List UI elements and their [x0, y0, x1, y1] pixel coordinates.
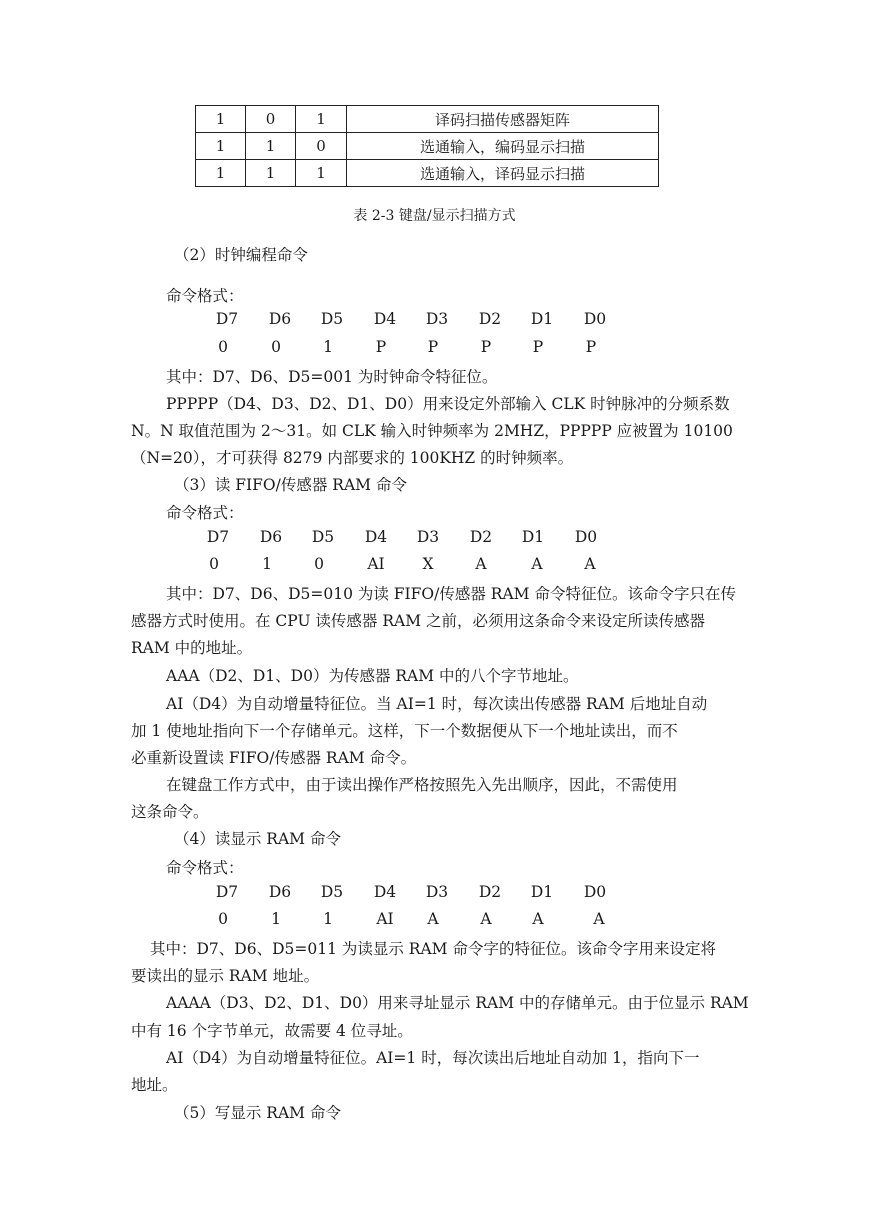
- paragraph-text: RAM 中的地址。: [131, 639, 253, 657]
- bit-value: P: [427, 338, 439, 356]
- bit-header-row: [0, 310, 869, 332]
- command-format-label: 命令格式：: [166, 859, 244, 877]
- bit-value: 0: [218, 910, 228, 928]
- table-cell: 选通输入，编码显示扫描: [347, 133, 659, 160]
- bit-value: 0: [271, 338, 281, 356]
- paragraph-text: 其中：D7、D6、D5=001 为时钟命令特征位。: [166, 368, 498, 386]
- paragraph-text: 必重新设置读 FIFO/传感器 RAM 命令。: [131, 749, 417, 767]
- bit-value-row: [0, 338, 869, 360]
- table-caption: 表 2-3 键盘/显示扫描方式: [353, 208, 516, 224]
- table-cell: 1: [246, 133, 296, 160]
- paragraph-text: 其中：D7、D6、D5=010 为读 FIFO/传感器 RAM 命令特征位。该命令字只在传: [166, 585, 736, 603]
- bit-label: D2: [478, 883, 502, 901]
- table-cell: 0: [246, 106, 296, 133]
- bit-value: A: [531, 555, 543, 573]
- bit-value: A: [593, 910, 605, 928]
- bit-value: A: [427, 910, 439, 928]
- paragraph-text: 要读出的显示 RAM 地址。: [131, 967, 320, 985]
- paragraph-text: 地址。: [131, 1076, 178, 1094]
- bit-label: D2: [478, 310, 502, 328]
- table-cell: 1: [196, 133, 246, 160]
- table-cell: 译码扫描传感器矩阵: [347, 106, 659, 133]
- bit-value: P: [585, 338, 597, 356]
- bit-value: A: [532, 910, 544, 928]
- bit-value: 1: [323, 338, 333, 356]
- table-row: [196, 133, 659, 160]
- bit-value: 1: [323, 910, 333, 928]
- bit-value: AI: [376, 910, 394, 928]
- bit-value: A: [475, 555, 487, 573]
- paragraph-text: AAAA（D3、D2、D1、D0）用来寻址显示 RAM 中的存储单元。由于位显示 RAM: [166, 994, 749, 1012]
- bit-label: D4: [373, 883, 397, 901]
- paragraph-text: AAA（D2、D1、D0）为传感器 RAM 中的八个字节地址。: [166, 667, 579, 685]
- bit-value: 0: [218, 338, 228, 356]
- bit-label: D1: [521, 528, 545, 546]
- table-cell: 1: [296, 160, 347, 187]
- table-cell: 1: [196, 160, 246, 187]
- bit-value: X: [422, 555, 434, 573]
- bit-label: D6: [268, 883, 292, 901]
- paragraph-text: （N=20），才可获得 8279 内部要求的 100KHZ 的时钟频率。: [131, 449, 574, 467]
- bit-value: 0: [209, 555, 219, 573]
- command-format-label: 命令格式：: [166, 287, 244, 305]
- bit-label: D2: [469, 528, 493, 546]
- bit-value: 1: [271, 910, 281, 928]
- bit-label: D6: [259, 528, 283, 546]
- bit-label: D1: [530, 883, 554, 901]
- bit-label: D3: [425, 883, 449, 901]
- bit-label: D0: [574, 528, 598, 546]
- bit-label: D4: [373, 310, 397, 328]
- bit-label: D0: [583, 883, 607, 901]
- table-row: [196, 160, 659, 187]
- paragraph-text: 加 1 使地址指向下一个存储单元。这样，下一个数据便从下一个地址读出，而不: [131, 722, 678, 740]
- bit-label: D0: [583, 310, 607, 328]
- paragraph-text: PPPPP（D4、D3、D2、D1、D0）用来设定外部输入 CLK 时钟脉冲的分频系数: [166, 395, 730, 413]
- bit-value: 0: [314, 555, 324, 573]
- command-format-label: 命令格式：: [166, 504, 244, 522]
- bit-label: D4: [364, 528, 388, 546]
- bit-label: D7: [215, 310, 239, 328]
- bit-label: D3: [416, 528, 440, 546]
- scan-mode-table: [195, 105, 659, 187]
- paragraph-text: 在键盘工作方式中，由于读出操作严格按照先入先出顺序，因此，不需使用: [166, 776, 678, 794]
- table-cell: 1: [246, 160, 296, 187]
- paragraph-text: 感器方式时使用。在 CPU 读传感器 RAM 之前，必须用这条命令来设定所读传感器: [131, 612, 706, 630]
- bit-value-row: [0, 910, 869, 932]
- table-cell: 选通输入，译码显示扫描: [347, 160, 659, 187]
- paragraph-text: N。N 取值范围为 2～31。如 CLK 输入时钟频率为 2MHZ，PPPPP 应被置为 10100: [131, 422, 733, 440]
- bit-value: P: [532, 338, 544, 356]
- paragraph-text: 其中：D7、D6、D5=011 为读显示 RAM 命令字的特征位。该命令字用来设定将: [150, 940, 716, 958]
- table-cell: 1: [296, 106, 347, 133]
- bit-value: A: [584, 555, 596, 573]
- paragraph-text: 这条命令。: [131, 803, 209, 821]
- bit-label: D5: [320, 310, 344, 328]
- table-row: [196, 106, 659, 133]
- bit-label: D5: [320, 883, 344, 901]
- bit-header-row: [0, 528, 869, 550]
- paragraph-text: 中有 16 个字节单元，故需要 4 位寻址。: [131, 1022, 413, 1040]
- section-heading: （5）写显示 RAM 命令: [174, 1104, 341, 1122]
- bit-value-row: [0, 555, 869, 577]
- bit-value: P: [480, 338, 492, 356]
- paragraph-text: AI（D4）为自动增量特征位。AI=1 时，每次读出后地址自动加 1，指向下一: [166, 1049, 700, 1067]
- bit-label: D1: [530, 310, 554, 328]
- bit-label: D7: [206, 528, 230, 546]
- section-heading: （4）读显示 RAM 命令: [174, 830, 341, 848]
- bit-value: A: [480, 910, 492, 928]
- bit-value: 1: [262, 555, 272, 573]
- table-cell: 1: [196, 106, 246, 133]
- section-heading: （3）读 FIFO/传感器 RAM 命令: [174, 476, 407, 494]
- bit-header-row: [0, 883, 869, 905]
- section-heading: （2）时钟编程命令: [174, 246, 308, 264]
- bit-value: P: [375, 338, 387, 356]
- bit-label: D5: [311, 528, 335, 546]
- bit-label: D7: [215, 883, 239, 901]
- bit-label: D3: [425, 310, 449, 328]
- table-cell: 0: [296, 133, 347, 160]
- bit-label: D6: [268, 310, 292, 328]
- bit-value: AI: [367, 555, 385, 573]
- paragraph-text: AI（D4）为自动增量特征位。当 AI=1 时，每次读出传感器 RAM 后地址自动: [166, 695, 708, 713]
